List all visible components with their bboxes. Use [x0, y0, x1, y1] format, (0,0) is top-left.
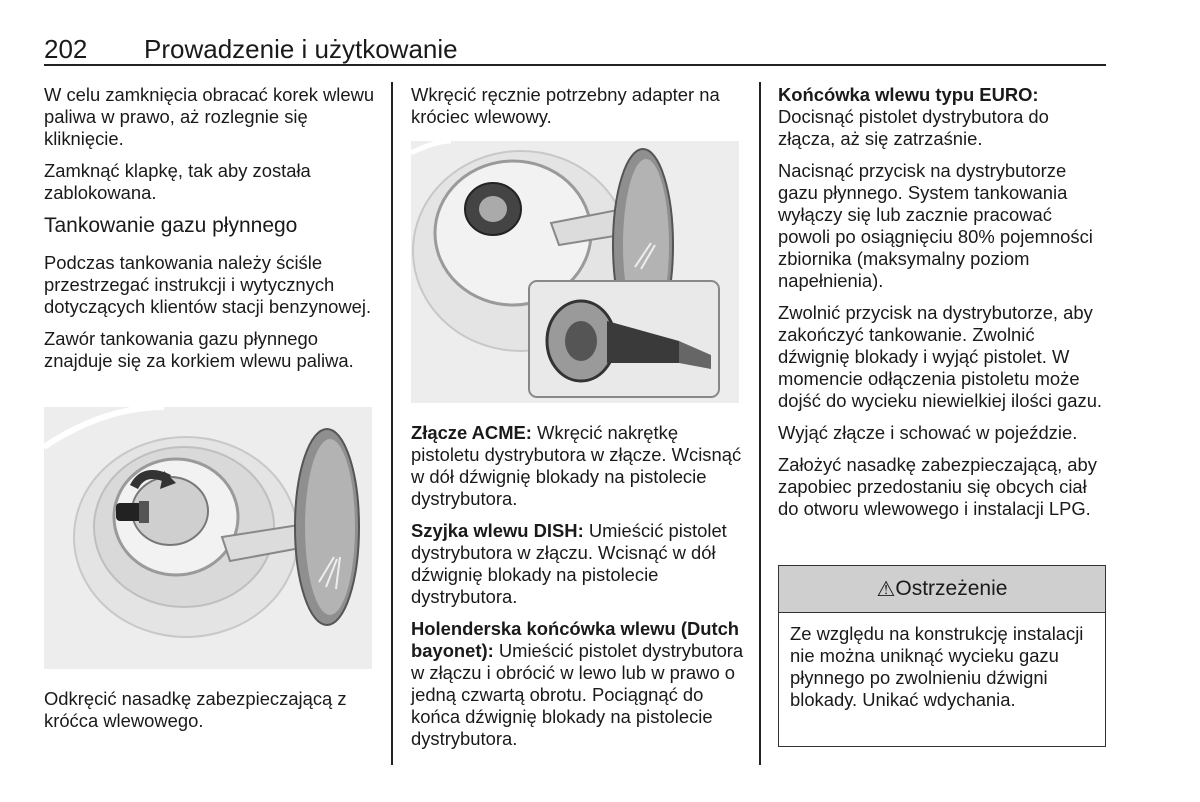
acme-text: Wkręcić nakrętkę pistoletu dystrybutora w złącze. Wcisnąć w dół dźwignię blokady na pistolecie dystrybutora.	[411, 422, 742, 509]
warning-title: Ostrzeżenie	[895, 577, 1008, 600]
column-divider-1	[391, 82, 393, 765]
column-2	[411, 422, 751, 760]
warning-text: Ze względu na konstrukcję instalacji nie można uniknąć wycieku gazu płynnego po zwolnieniu dźwigni blokady. Unikać wdychania.	[790, 623, 1084, 710]
illustration-adapter	[411, 141, 739, 403]
dutch-text: Umieścić pistolet dystrybutora w złączu i obrócić w lewo lub w prawo o jedną czwartą obrotu. Pociągnąć do końca dźwignię blokady na pistolecie dystrybutora.	[411, 640, 744, 749]
warning-header	[779, 566, 1105, 613]
column-2-top	[411, 84, 746, 138]
paragraph-close-flap: Zamknąć klapkę, tak aby została zablokowana.	[44, 160, 311, 203]
paragraph-close-cap: W celu zamknięcia obracać korek wlewu paliwa w prawo, aż rozlegnie się kliknięcie.	[44, 84, 375, 149]
paragraph-remove-cap: Odkręcić nasadkę zabezpieczającą z króćca wlewowego.	[44, 688, 347, 731]
acme-label: Złącze ACME:	[411, 422, 532, 443]
paragraph-press-button: Nacisnąć przycisk na dystrybutorze gazu płynnego. System tankowania wyłączy się lub zacznie pracować powoli po osiągnięciu 80% pojemności zbiornika (maksymalny poziom napełnienia).	[778, 160, 1093, 291]
paragraph-acme	[411, 422, 751, 510]
paragraph-adapter: Wkręcić ręcznie potrzebny adapter na króciec wlewowy.	[411, 84, 720, 127]
dutch-label: Holenderska końcówka wlewu (Dutch bayonet):	[411, 618, 740, 661]
paragraph-release-button: Zwolnić przycisk na dystrybutorze, aby zakończyć tankowanie. Zwolnić dźwignię blokady i wyjąć pistolet. W momencie odłączenia pistoletu może dojść do wycieku niewielkiej ilości gazu.	[778, 302, 1103, 411]
paragraph-instructions: Podczas tankowania należy ściśle przestrzegać instrukcji i wytycznych dotyczących klientów stacji benzynowej.	[44, 252, 372, 317]
paragraph-dutch	[411, 618, 751, 750]
euro-text: Docisnąć pistolet dystrybutora do złącza, aż się zatrzaśnie.	[778, 106, 1049, 149]
column-3	[778, 84, 1108, 530]
lpg-refuel-heading: Tankowanie gazu płynnego	[44, 214, 298, 237]
paragraph-dish	[411, 520, 751, 608]
column-1-bottom	[44, 688, 379, 742]
dish-text: Umieścić pistolet dystrybutora w złączu. Wcisnąć w dół dźwignię blokady na pistolecie dystrybutora.	[411, 520, 727, 607]
page-number: 202	[44, 34, 88, 64]
warning-icon: ⚠	[876, 577, 896, 601]
paragraph-store-connector: Wyjąć złącze i schować w pojeździe.	[778, 422, 1078, 443]
paragraph-protective-cap: Założyć nasadkę zabezpieczającą, aby zapobiec przedostaniu się obcych ciał do otworu wlewowego i instalacji LPG.	[778, 454, 1097, 519]
column-divider-2	[759, 82, 761, 765]
paragraph-valve-location: Zawór tankowania gazu płynnego znajduje się za korkiem wlewu paliwa.	[44, 328, 354, 371]
column-1	[44, 84, 379, 382]
section-title: Prowadzenie i użytkowanie	[144, 34, 458, 64]
warning-box	[778, 565, 1106, 747]
illustration-fuel-flap-cap	[44, 407, 372, 669]
euro-label: Końcówka wlewu typu EURO:	[778, 84, 1039, 105]
dish-label: Szyjka wlewu DISH:	[411, 520, 584, 541]
header-rule	[44, 64, 1106, 66]
paragraph-euro	[778, 84, 1108, 150]
